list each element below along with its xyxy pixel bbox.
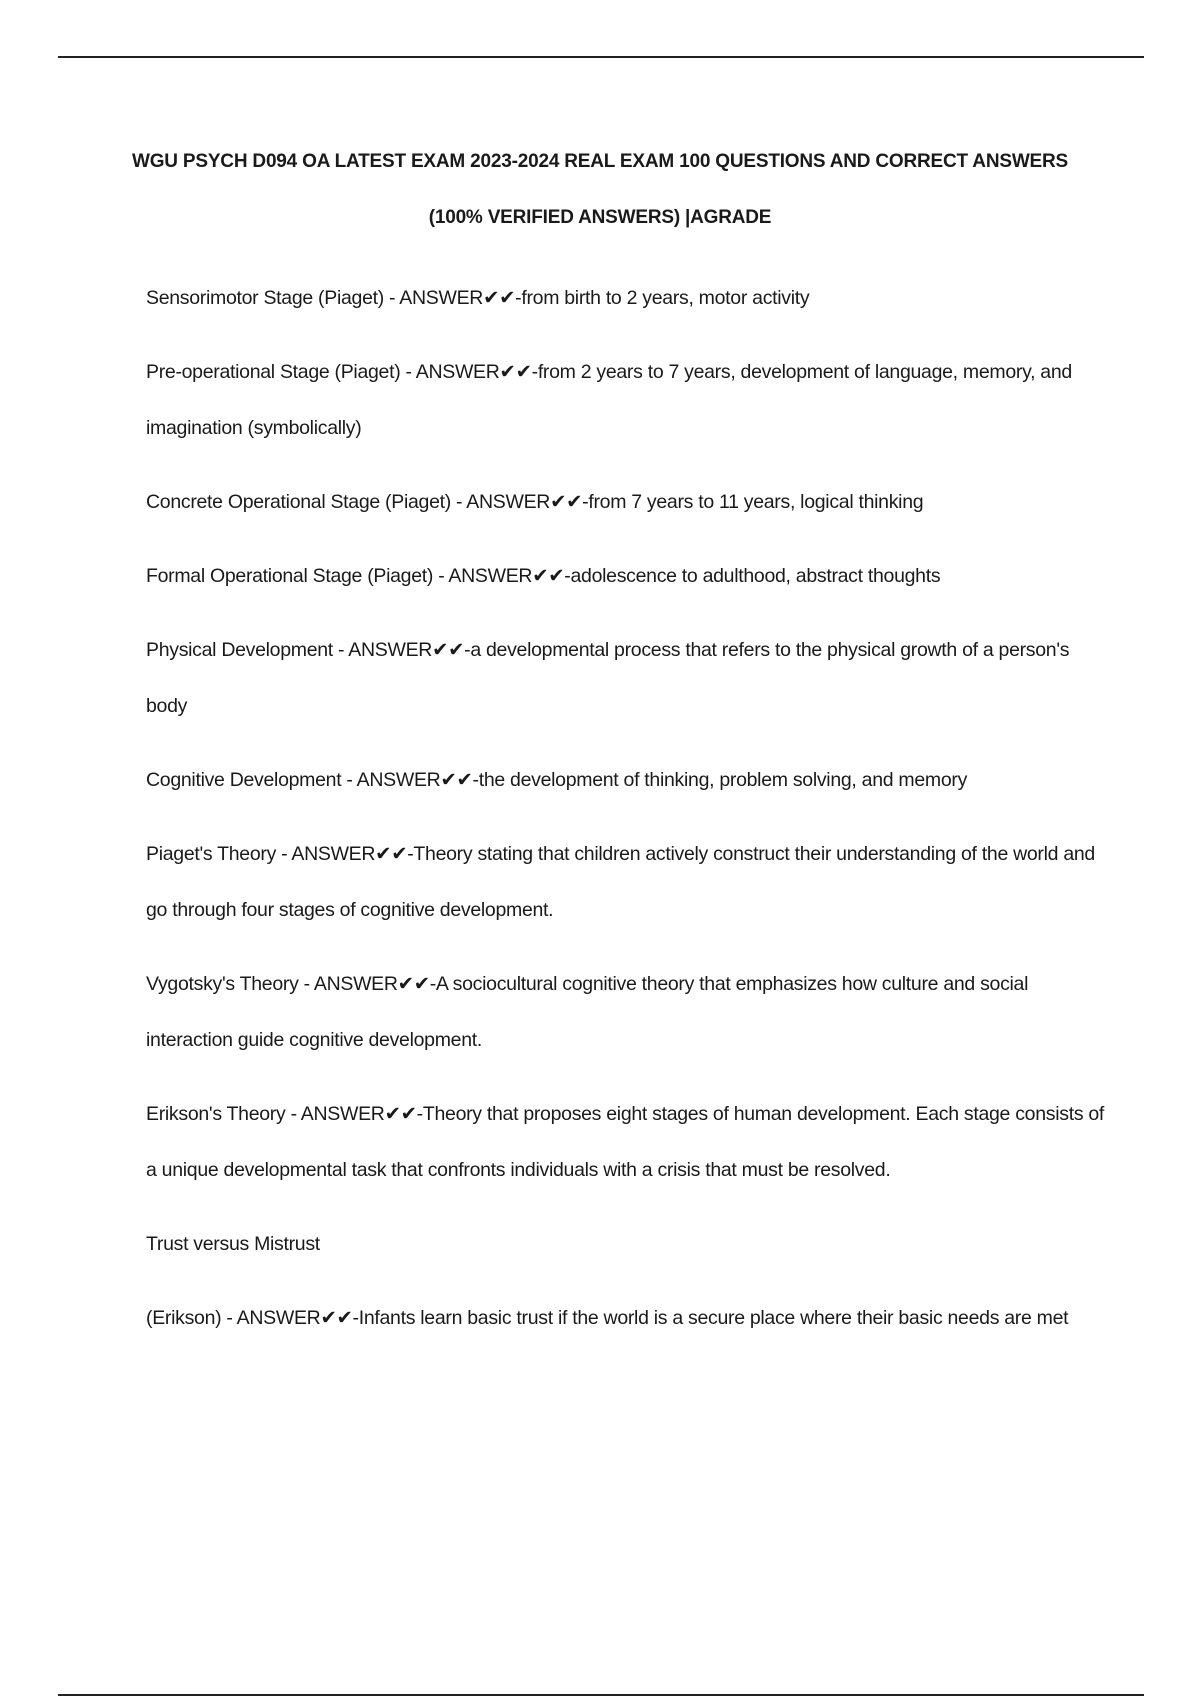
qa-entry: Formal Operational Stage (Piaget) - ANSWER✔✔-adolescence to adulthood, abstract thoughts xyxy=(146,565,941,587)
qa-entry: Vygotsky's Theory - ANSWER✔✔-A sociocultural cognitive theory that emphasizes how culture and social interaction guide cognitive development. xyxy=(146,973,1029,1051)
qa-list xyxy=(146,270,1106,1364)
qa-entry: Pre-operational Stage (Piaget) - ANSWER✔✔-from 2 years to 7 years, development of language, memory, and imagination (symbolically) xyxy=(146,361,1072,439)
header-rule xyxy=(58,56,1144,58)
document-title xyxy=(100,134,1100,246)
qa-entry: (Erikson) - ANSWER✔✔-Infants learn basic trust if the world is a secure place where their basic needs are met xyxy=(146,1307,1069,1329)
qa-entry: Sensorimotor Stage (Piaget) - ANSWER✔✔-from birth to 2 years, motor activity xyxy=(146,287,810,309)
qa-entry: Piaget's Theory - ANSWER✔✔-Theory stating that children actively construct their understanding of the world and go through four stages of cognitive development. xyxy=(146,843,1095,921)
footer-rule xyxy=(58,1694,1144,1696)
qa-entry: Trust versus Mistrust xyxy=(146,1233,320,1255)
qa-entry: Physical Development - ANSWER✔✔-a developmental process that refers to the physical growth of a person's body xyxy=(146,639,1070,717)
qa-entry: Cognitive Development - ANSWER✔✔-the development of thinking, problem solving, and memory xyxy=(146,769,968,791)
title-line-1: WGU PSYCH D094 OA LATEST EXAM 2023-2024 REAL EXAM 100 QUESTIONS AND CORRECT ANSWERS xyxy=(131,151,1069,172)
title-line-2: (100% VERIFIED ANSWERS) |AGRADE xyxy=(428,207,772,228)
qa-entry: Erikson's Theory - ANSWER✔✔-Theory that proposes eight stages of human development. Each stage consists of a unique developmental task that confronts individuals with a crisis that must be resolved. xyxy=(146,1103,1105,1181)
qa-entry: Concrete Operational Stage (Piaget) - ANSWER✔✔-from 7 years to 11 years, logical thinking xyxy=(146,491,924,513)
